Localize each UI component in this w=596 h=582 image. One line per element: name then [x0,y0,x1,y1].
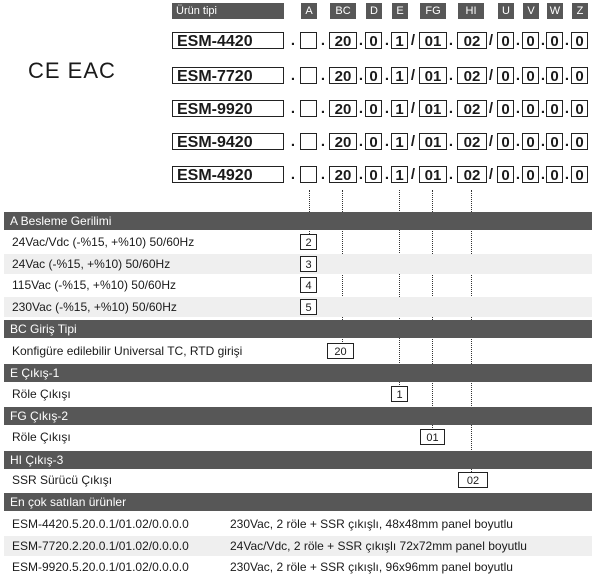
model-3-fg: 01 [419,100,447,117]
best-row-3-desc: 230Vac, 2 röle + SSR çıkışlı, 96x96mm panel boyutlu [230,560,513,574]
header-product-type: Ürün tipi [172,3,284,19]
model-3-z: 0 [571,100,588,117]
dot-separator: . [540,166,546,183]
row-hi-1-label: SSR Sürücü Çıkışı [12,473,113,487]
model-3-u: 0 [497,100,514,117]
dot-separator: . [320,32,326,49]
model-5-d: 0 [365,166,382,183]
dot-separator: . [290,133,296,150]
model-1-u: 0 [497,32,514,49]
best-row-2-desc: 24Vac/Vdc, 2 röle + SSR çıkışlı 72x72mm panel boyutlu [230,539,527,553]
model-1-w: 0 [546,32,563,49]
dot-separator: . [358,32,364,49]
code-hi-1: 02 [458,472,488,488]
code-a-4: 5 [300,299,317,315]
dot-separator: . [564,166,570,183]
model-2-v: 0 [522,67,539,84]
model-1-v: 0 [522,32,539,49]
header-col-hi: HI [458,3,484,19]
model-3-e: 1 [391,100,408,117]
dot-separator: . [358,67,364,84]
dot-separator: . [448,32,454,49]
model-3-v: 0 [522,100,539,117]
model-1-a-box [300,32,317,49]
dot-separator: . [448,133,454,150]
header-col-u: U [498,3,514,19]
model-5-u: 0 [497,166,514,183]
dot-separator: . [320,67,326,84]
dot-separator: . [540,100,546,117]
dot-separator: . [384,100,390,117]
best-row-1-code: ESM-4420.5.20.0.1/01.02/0.0.0.0 [12,517,189,531]
model-2-name: ESM-7720 [172,67,284,84]
model-5-name: ESM-4920 [172,166,284,183]
dot-separator: . [320,166,326,183]
model-1-e: 1 [391,32,408,49]
model-4-name: ESM-9420 [172,133,284,150]
slash-separator: / [488,166,494,183]
dot-separator: . [564,100,570,117]
model-4-e: 1 [391,133,408,150]
model-3-d: 0 [365,100,382,117]
section-a-title: A Besleme Gerilimi [4,212,592,230]
section-e-title: E Çıkış-1 [4,364,592,382]
header-col-fg: FG [420,3,446,19]
model-1-fg: 01 [419,32,447,49]
best-row-1 [4,514,592,534]
section-fg-title: FG Çıkış-2 [4,407,592,425]
dot-separator: . [384,133,390,150]
section-best-title: En çok satılan ürünler [4,493,592,511]
slash-separator: / [410,133,416,150]
dot-separator: . [448,67,454,84]
slash-separator: / [410,67,416,84]
code-bc-1: 20 [327,343,354,359]
model-5-fg: 01 [419,166,447,183]
dot-separator: . [448,166,454,183]
model-4-v: 0 [522,133,539,150]
dot-separator: . [564,32,570,49]
model-4-w: 0 [546,133,563,150]
dot-separator: . [515,100,521,117]
dot-separator: . [515,67,521,84]
certification-marks: CE EAC [28,58,116,83]
code-a-3: 4 [300,277,317,293]
section-bc-title: BC Giriş Tipi [4,320,592,338]
header-col-d: D [366,3,382,19]
model-1-hi: 02 [457,32,487,49]
dot-separator: . [290,32,296,49]
best-row-3-code: ESM-9920.5.20.0.1/01.02/0.0.0.0 [12,560,189,574]
row-e-1 [4,384,592,404]
header-col-e: E [392,3,408,19]
model-5-z: 0 [571,166,588,183]
best-row-2-code: ESM-7720.2.20.0.1/01.02/0.0.0.0 [12,539,189,553]
row-a-3 [4,275,592,295]
model-4-a-box [300,133,317,150]
header-col-z: Z [572,3,588,19]
code-a-2: 3 [300,256,317,272]
code-fg-1: 01 [420,429,445,445]
header-col-bc: BC [330,3,356,19]
model-5-a-box [300,166,317,183]
model-4-bc: 20 [329,133,357,150]
row-a-2 [4,254,592,274]
code-a-1: 2 [300,234,317,250]
row-a-1-label: 24Vac/Vdc (-%15, +%10) 50/60Hz [12,235,195,249]
dot-separator: . [290,100,296,117]
model-5-hi: 02 [457,166,487,183]
slash-separator: / [488,133,494,150]
model-3-hi: 02 [457,100,487,117]
slash-separator: / [488,32,494,49]
slash-separator: / [488,100,494,117]
header-col-v: V [523,3,539,19]
best-row-1-desc: 230Vac, 2 röle + SSR çıkışlı, 48x48mm panel boyutlu [230,517,513,531]
model-2-d: 0 [365,67,382,84]
model-3-bc: 20 [329,100,357,117]
model-4-u: 0 [497,133,514,150]
row-a-4-label: 230Vac (-%15, +%10) 50/60Hz [12,300,177,314]
code-e-1: 1 [391,386,408,402]
dot-separator: . [515,166,521,183]
dot-separator: . [564,133,570,150]
dot-separator: . [448,100,454,117]
model-5-bc: 20 [329,166,357,183]
model-2-e: 1 [391,67,408,84]
dot-separator: . [515,32,521,49]
dot-separator: . [320,100,326,117]
slash-separator: / [410,166,416,183]
model-2-w: 0 [546,67,563,84]
slash-separator: / [410,100,416,117]
row-a-3-label: 115Vac (-%15, +%10) 50/60Hz [12,278,176,292]
header-col-w: W [547,3,563,19]
row-e-1-label: Röle Çıkışı [12,387,71,401]
dot-separator: . [515,133,521,150]
row-hi-1 [4,470,592,490]
row-fg-1 [4,427,592,447]
model-3-w: 0 [546,100,563,117]
model-2-z: 0 [571,67,588,84]
section-hi-title: HI Çıkış-3 [4,451,592,469]
row-fg-1-label: Röle Çıkışı [12,430,71,444]
dot-separator: . [358,133,364,150]
row-a-2-label: 24Vac (-%15, +%10) 50/60Hz [12,257,171,271]
model-1-d: 0 [365,32,382,49]
model-2-fg: 01 [419,67,447,84]
best-row-2 [4,536,592,556]
model-4-hi: 02 [457,133,487,150]
model-1-name: ESM-4420 [172,32,284,49]
dot-separator: . [384,166,390,183]
best-row-3 [4,557,592,577]
dot-separator: . [384,32,390,49]
row-a-1 [4,232,592,252]
row-bc-1 [4,341,592,361]
model-1-bc: 20 [329,32,357,49]
model-3-a-box [300,100,317,117]
model-2-a-box [300,67,317,84]
model-5-v: 0 [522,166,539,183]
dot-separator: . [320,133,326,150]
model-4-z: 0 [571,133,588,150]
model-5-e: 1 [391,166,408,183]
dot-separator: . [290,67,296,84]
dot-separator: . [290,166,296,183]
header-col-a: A [301,3,317,19]
row-bc-1-label: Konfigüre edilebilir Universal TC, RTD girişi [12,344,243,358]
dot-separator: . [564,67,570,84]
model-2-u: 0 [497,67,514,84]
model-4-d: 0 [365,133,382,150]
dot-separator: . [384,67,390,84]
slash-separator: / [488,67,494,84]
model-2-bc: 20 [329,67,357,84]
dot-separator: . [358,166,364,183]
model-5-w: 0 [546,166,563,183]
row-a-4 [4,297,592,317]
dot-separator: . [540,133,546,150]
slash-separator: / [410,32,416,49]
model-4-fg: 01 [419,133,447,150]
dot-separator: . [540,67,546,84]
model-1-z: 0 [571,32,588,49]
model-3-name: ESM-9920 [172,100,284,117]
dot-separator: . [540,32,546,49]
dot-separator: . [358,100,364,117]
model-2-hi: 02 [457,67,487,84]
